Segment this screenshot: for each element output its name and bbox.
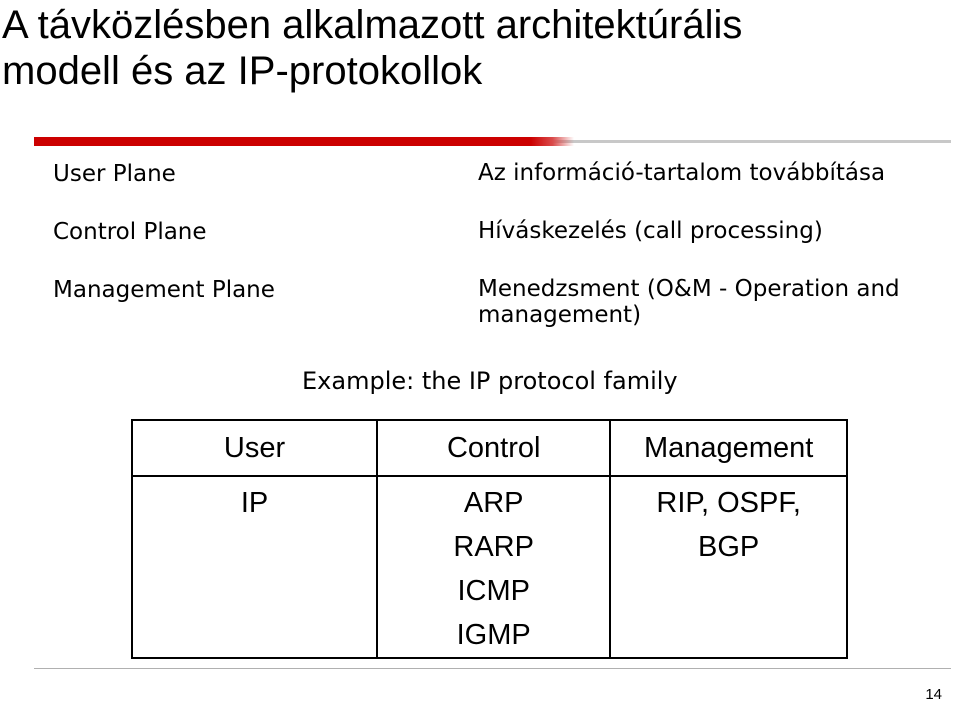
footer-divider xyxy=(34,668,951,669)
protocol-name: IP xyxy=(240,487,269,519)
table-header-row xyxy=(132,420,847,476)
slide-title-line-2: modell és az IP-protokollok xyxy=(2,49,483,93)
table-cell-management xyxy=(610,476,847,658)
page-number: 14 xyxy=(925,686,942,703)
protocol-name: IGMP xyxy=(456,619,531,651)
protocol-name: RIP, OSPF, xyxy=(656,487,801,519)
protocol-name: ARP xyxy=(463,487,524,519)
ip-protocol-family-table xyxy=(131,419,848,659)
slide-title xyxy=(2,2,742,94)
table-row xyxy=(132,476,847,658)
protocol-name: RARP xyxy=(453,531,534,563)
table-header-control: Control xyxy=(377,420,610,476)
table-cell-control xyxy=(377,476,610,658)
protocol-name: BGP xyxy=(698,531,760,563)
table-header-management: Management xyxy=(610,420,847,476)
plane-name: Control Plane xyxy=(53,219,207,245)
plane-description: Az információ-tartalom továbbítása xyxy=(478,160,886,186)
plane-description: Menedzsment (O&M - Operation and management) xyxy=(478,276,900,328)
plane-row-management xyxy=(53,276,933,334)
plane-description: Híváskezelés (call processing) xyxy=(478,218,823,244)
title-divider-accent-bar xyxy=(34,137,574,146)
title-divider-bar xyxy=(34,137,951,149)
slide-title-line-1: A távközlésben alkalmazott architektúrális xyxy=(2,3,743,47)
table-cell-user xyxy=(132,476,377,658)
protocol-name: ICMP xyxy=(457,575,530,607)
plane-name: User Plane xyxy=(53,161,176,187)
table-header-user: User xyxy=(132,420,377,476)
plane-row-user xyxy=(53,160,933,218)
example-caption: Example: the IP protocol family xyxy=(302,367,678,395)
plane-row-control xyxy=(53,218,933,276)
planes-list xyxy=(53,160,933,334)
plane-name: Management Plane xyxy=(53,277,275,303)
